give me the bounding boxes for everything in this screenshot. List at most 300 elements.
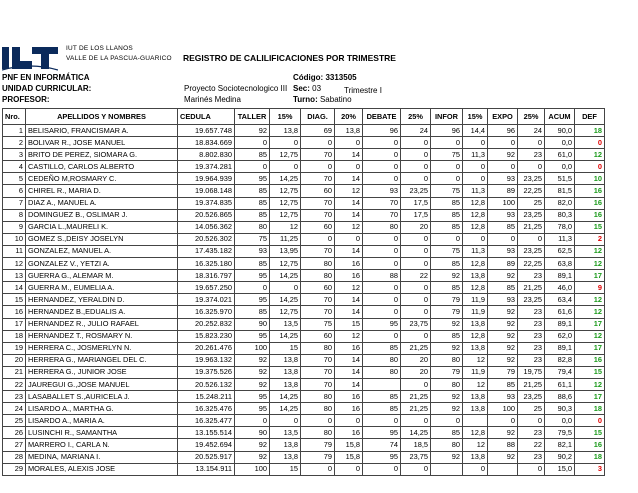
table-cell: 15,8 — [335, 451, 363, 463]
final-grade-cell: 16 — [575, 185, 605, 197]
table-row — [3, 245, 605, 257]
table-cell: 85 — [363, 391, 401, 403]
table-cell: 70 — [301, 149, 335, 161]
table-cell: 0 — [401, 463, 431, 475]
table-cell: 0 — [431, 415, 463, 427]
table-cell: 0 — [463, 161, 488, 173]
table-cell: 0 — [463, 463, 488, 475]
table-cell: 79 — [301, 451, 335, 463]
table-cell: 14 — [335, 366, 363, 378]
table-cell: 15 — [3, 294, 26, 306]
table-cell: 19.374.021 — [178, 294, 235, 306]
table-row — [3, 137, 605, 149]
table-cell: 0 — [301, 161, 335, 173]
table-cell: 70 — [363, 197, 401, 209]
table-cell: 0 — [270, 137, 301, 149]
table-cell: 0 — [363, 137, 401, 149]
final-grade-cell: 18 — [575, 451, 605, 463]
table-cell: 13,8 — [270, 366, 301, 378]
table-cell: 92 — [235, 451, 270, 463]
table-cell: 0,0 — [545, 161, 575, 173]
table-cell: 63,8 — [545, 258, 575, 270]
table-cell: 23,25 — [518, 173, 545, 185]
table-cell: 0 — [518, 415, 545, 427]
table-cell: 14 — [335, 294, 363, 306]
table-cell: 23 — [518, 270, 545, 282]
final-grade-cell: 15 — [575, 221, 605, 233]
table-cell: 85 — [488, 282, 518, 294]
table-cell: 95 — [235, 173, 270, 185]
institution-location: VALLE DE LA PASCUA-GUARICO — [66, 55, 172, 62]
table-cell: 15 — [335, 318, 363, 330]
table-cell: 13.155.514 — [178, 427, 235, 439]
table-cell: 18,5 — [401, 439, 431, 451]
code-line — [293, 73, 357, 83]
table-cell: HERRERA C., JOSMERLYN N. — [26, 342, 178, 354]
final-grade-cell: 16 — [575, 354, 605, 366]
table-cell: 13,8 — [270, 451, 301, 463]
table-header-row — [3, 109, 605, 125]
table-cell: 13,8 — [463, 391, 488, 403]
table-cell: 22,25 — [518, 185, 545, 197]
table-cell: 12 — [463, 378, 488, 390]
table-cell: 79 — [431, 294, 463, 306]
column-header: 25% — [401, 109, 431, 125]
table-cell: 19.375.526 — [178, 366, 235, 378]
table-cell: 13,8 — [270, 354, 301, 366]
final-grade-cell: 17 — [575, 342, 605, 354]
table-cell: 24 — [401, 125, 431, 137]
table-cell: 12 — [335, 282, 363, 294]
table-cell: 85 — [235, 306, 270, 318]
table-cell: 0 — [401, 245, 431, 257]
table-cell: 16.325.180 — [178, 258, 235, 270]
table-row — [3, 233, 605, 245]
table-cell: 0 — [301, 463, 335, 475]
table-cell: 95 — [235, 391, 270, 403]
table-cell: 17.435.182 — [178, 245, 235, 257]
table-cell: 20 — [401, 221, 431, 233]
table-cell: 78,0 — [545, 221, 575, 233]
table-row — [3, 342, 605, 354]
table-cell: 92 — [431, 391, 463, 403]
table-cell: 70 — [301, 209, 335, 221]
table-row — [3, 161, 605, 173]
table-cell: 17,5 — [401, 209, 431, 221]
table-cell: 12,75 — [270, 185, 301, 197]
section-line — [293, 84, 321, 94]
table-cell: 0 — [401, 282, 431, 294]
table-cell: 14,25 — [270, 173, 301, 185]
table-cell: 8.802.830 — [178, 149, 235, 161]
table-row — [3, 415, 605, 427]
table-cell: 80 — [431, 354, 463, 366]
table-cell: 21,25 — [518, 221, 545, 233]
table-cell: 70 — [301, 245, 335, 257]
table-cell: GUERRA G., ALEMAR M. — [26, 270, 178, 282]
table-cell: 11 — [3, 245, 26, 257]
final-grade-cell: 16 — [575, 439, 605, 451]
table-cell: 90,3 — [545, 403, 575, 415]
table-cell: 88 — [363, 270, 401, 282]
table-cell: 70 — [301, 306, 335, 318]
table-cell: HERNANDEZ, YERALDIN D. — [26, 294, 178, 306]
table-cell: 14 — [335, 245, 363, 257]
table-cell: 85 — [235, 197, 270, 209]
table-row — [3, 378, 605, 390]
table-row — [3, 330, 605, 342]
table-cell: 69 — [301, 125, 335, 137]
report-title: REGISTRO DE CALILIFICACIONES POR TRIMESTRE — [183, 53, 396, 63]
table-cell: 12,8 — [463, 221, 488, 233]
table-cell: 12,75 — [270, 197, 301, 209]
table-cell: 23,75 — [401, 318, 431, 330]
table-cell: 85 — [431, 427, 463, 439]
table-cell: BOLIVAR R., JOSE MANUEL — [26, 137, 178, 149]
table-cell: 0 — [270, 282, 301, 294]
table-cell: 0 — [363, 258, 401, 270]
final-grade-cell: 18 — [575, 403, 605, 415]
table-cell: 22 — [3, 378, 26, 390]
table-cell — [363, 378, 401, 390]
table-cell: 13,8 — [463, 318, 488, 330]
table-row — [3, 258, 605, 270]
table-cell: 92 — [488, 342, 518, 354]
table-row — [3, 354, 605, 366]
table-cell: 11,25 — [270, 233, 301, 245]
table-cell: 92 — [431, 318, 463, 330]
table-cell: 11,3 — [463, 185, 488, 197]
table-cell: 90 — [235, 318, 270, 330]
table-cell: MARRERO I., CARLA N. — [26, 439, 178, 451]
program-label: PNF EN INFORMÁTICA — [2, 73, 90, 82]
table-cell: 4 — [3, 161, 26, 173]
table-cell: 16 — [3, 306, 26, 318]
table-cell: 16.325.476 — [178, 403, 235, 415]
table-cell: 60 — [301, 330, 335, 342]
shift-line — [293, 95, 352, 105]
table-cell: 0 — [363, 282, 401, 294]
table-cell: GONZALEZ V., YETZI A. — [26, 258, 178, 270]
table-cell: 95 — [235, 403, 270, 415]
table-cell: 75 — [431, 245, 463, 257]
table-cell: 80 — [431, 378, 463, 390]
table-cell: 22,25 — [518, 258, 545, 270]
table-cell: 0 — [363, 161, 401, 173]
table-cell: 63,4 — [545, 294, 575, 306]
table-cell: 12 — [3, 258, 26, 270]
table-cell: 0 — [431, 161, 463, 173]
final-grade-cell: 0 — [575, 137, 605, 149]
table-cell: 15 — [270, 342, 301, 354]
teacher-label: PROFESOR: — [2, 95, 50, 104]
table-cell: 14 — [335, 197, 363, 209]
final-grade-cell: 2 — [575, 233, 605, 245]
table-cell: 92 — [488, 149, 518, 161]
table-cell: 92 — [235, 354, 270, 366]
table-cell: 93 — [363, 185, 401, 197]
table-cell: 13,8 — [270, 125, 301, 137]
table-cell: 0 — [463, 233, 488, 245]
table-cell: 23 — [518, 149, 545, 161]
table-cell: 14,4 — [463, 125, 488, 137]
final-grade-cell: 17 — [575, 318, 605, 330]
table-cell: 21,25 — [401, 342, 431, 354]
final-grade-cell: 17 — [575, 270, 605, 282]
table-cell: LASABALLET S.,AURICELA J. — [26, 391, 178, 403]
table-cell: 70 — [301, 366, 335, 378]
table-cell: 70 — [301, 378, 335, 390]
table-cell: 92 — [431, 342, 463, 354]
iut-logo-icon — [2, 44, 58, 72]
table-cell: 19.374.281 — [178, 161, 235, 173]
table-cell: 13,5 — [270, 318, 301, 330]
column-header: TALLER — [235, 109, 270, 125]
table-cell: 23,25 — [401, 185, 431, 197]
table-cell: 0 — [401, 415, 431, 427]
table-cell: 23 — [518, 342, 545, 354]
column-header: DEBATE — [363, 109, 401, 125]
table-cell: 70 — [301, 173, 335, 185]
table-cell: 12,75 — [270, 149, 301, 161]
final-grade-cell: 0 — [575, 415, 605, 427]
table-cell: 13,8 — [335, 125, 363, 137]
column-header: ACUM — [545, 109, 575, 125]
table-cell: 23,25 — [518, 209, 545, 221]
table-cell: 85 — [431, 330, 463, 342]
table-cell: 70 — [301, 197, 335, 209]
table-cell: HERRERA G., JUNIOR JOSE — [26, 366, 178, 378]
institution-name: IUT DE LOS LLANOS — [66, 45, 133, 52]
table-cell: 23 — [3, 391, 26, 403]
table-cell: 14,25 — [270, 391, 301, 403]
table-cell: 15,0 — [545, 463, 575, 475]
table-cell: 20.526.865 — [178, 209, 235, 221]
table-cell: 79 — [488, 366, 518, 378]
table-cell: GOMEZ S.,DEISY JOSELYN — [26, 233, 178, 245]
table-cell: 19 — [3, 342, 26, 354]
table-cell: 0 — [335, 463, 363, 475]
table-cell: 74 — [363, 439, 401, 451]
table-cell: 13,8 — [463, 342, 488, 354]
table-cell: 0 — [401, 233, 431, 245]
table-cell: 21,25 — [518, 378, 545, 390]
table-cell: 85 — [235, 258, 270, 270]
table-cell: HERNANDEZ R., JULIO RAFAEL — [26, 318, 178, 330]
table-cell: 14 — [335, 173, 363, 185]
unit-label: UNIDAD CURRICULAR: — [2, 84, 92, 93]
final-grade-cell: 12 — [575, 294, 605, 306]
table-cell: 80 — [235, 221, 270, 233]
table-cell: 96 — [431, 125, 463, 137]
final-grade-cell: 12 — [575, 245, 605, 257]
table-cell: 13,8 — [270, 378, 301, 390]
table-cell: 14 — [335, 149, 363, 161]
table-cell: MORALES, ALEXIS JOSE — [26, 463, 178, 475]
table-cell: 80 — [301, 403, 335, 415]
table-cell: 85 — [488, 378, 518, 390]
table-cell: 19.657.748 — [178, 125, 235, 137]
table-cell: 12,75 — [270, 306, 301, 318]
table-cell: 0 — [270, 161, 301, 173]
table-cell: 75 — [431, 185, 463, 197]
table-cell: 0 — [431, 137, 463, 149]
table-cell: 0 — [335, 415, 363, 427]
table-cell: 0 — [401, 161, 431, 173]
table-cell: 11,3 — [463, 149, 488, 161]
table-cell: 14 — [3, 282, 26, 294]
table-row — [3, 173, 605, 185]
table-cell: 18 — [3, 330, 26, 342]
table-cell: 13 — [3, 270, 26, 282]
table-cell: LUSINCHI R., SAMANTHA — [26, 427, 178, 439]
table-cell: 13.154.911 — [178, 463, 235, 475]
table-row — [3, 125, 605, 137]
table-cell: 75 — [301, 318, 335, 330]
table-cell: 92 — [235, 439, 270, 451]
table-cell: BRITO DE PEREZ, SIOMARA G. — [26, 149, 178, 161]
table-cell: 89,1 — [545, 270, 575, 282]
table-cell: 17 — [3, 318, 26, 330]
table-cell: 93 — [488, 294, 518, 306]
table-cell: 80 — [301, 270, 335, 282]
table-cell: 27 — [3, 439, 26, 451]
table-cell: 85 — [235, 185, 270, 197]
table-cell: CASTILLO, CARLOS ALBERTO — [26, 161, 178, 173]
term-value: Trimestre I — [344, 86, 382, 95]
table-cell: 0 — [235, 415, 270, 427]
table-cell: 92 — [235, 125, 270, 137]
table-cell: 15.823.230 — [178, 330, 235, 342]
table-cell: 12 — [463, 354, 488, 366]
table-cell: 100 — [235, 463, 270, 475]
table-cell: 15.248.211 — [178, 391, 235, 403]
table-cell: 88 — [488, 439, 518, 451]
table-cell: 46,0 — [545, 282, 575, 294]
table-cell: 92 — [488, 318, 518, 330]
table-cell: 5 — [3, 173, 26, 185]
table-cell: 28 — [3, 451, 26, 463]
table-cell: 23 — [518, 306, 545, 318]
final-grade-cell: 12 — [575, 378, 605, 390]
table-cell: 15 — [270, 463, 301, 475]
table-cell — [431, 463, 463, 475]
table-cell: 19.374.835 — [178, 197, 235, 209]
section-label: Sec: — [293, 84, 310, 93]
table-cell: 92 — [488, 270, 518, 282]
table-cell: 0 — [235, 282, 270, 294]
table-cell: DIAZ A., MANUEL A. — [26, 197, 178, 209]
table-cell: 79 — [431, 306, 463, 318]
table-cell: GONZALEZ, MANUEL A. — [26, 245, 178, 257]
column-header: EXPO — [488, 109, 518, 125]
table-row — [3, 306, 605, 318]
table-cell: 10 — [3, 233, 26, 245]
table-cell: 0 — [518, 463, 545, 475]
table-cell: 11,9 — [463, 306, 488, 318]
section-value: 03 — [312, 84, 322, 93]
table-cell: MEDINA, MARIANA I. — [26, 451, 178, 463]
table-cell: 100 — [488, 403, 518, 415]
table-cell: 0 — [363, 294, 401, 306]
table-cell: 14 — [335, 209, 363, 221]
table-cell: 19.963.132 — [178, 354, 235, 366]
table-cell: 0 — [401, 378, 431, 390]
table-cell: 95 — [363, 451, 401, 463]
unit-value: Proyecto Sociotecnologico III — [184, 84, 288, 93]
table-cell: 16.325.970 — [178, 306, 235, 318]
table-cell: 85 — [363, 403, 401, 415]
table-cell: 18.316.797 — [178, 270, 235, 282]
table-cell: 0 — [488, 161, 518, 173]
table-cell: 15,8 — [335, 439, 363, 451]
table-cell: 20 — [401, 366, 431, 378]
table-row — [3, 209, 605, 221]
table-cell: 12,75 — [270, 258, 301, 270]
table-cell: 85 — [431, 221, 463, 233]
table-cell: 12,8 — [463, 282, 488, 294]
shift-label: Turno: — [293, 95, 318, 104]
table-cell: LISARDO A., MARIA A. — [26, 415, 178, 427]
table-cell: 93 — [488, 391, 518, 403]
table-cell: 85 — [363, 342, 401, 354]
table-cell: 12,8 — [463, 427, 488, 439]
table-row — [3, 282, 605, 294]
table-cell: 100 — [488, 197, 518, 209]
table-cell: 13,8 — [463, 270, 488, 282]
teacher-value: Marinés Medina — [184, 95, 241, 104]
table-cell: 0 — [401, 294, 431, 306]
table-cell: 85 — [235, 149, 270, 161]
table-cell: JAUREGUI G.,JOSE MANUEL — [26, 378, 178, 390]
table-cell: 85 — [488, 221, 518, 233]
table-cell: 93 — [488, 173, 518, 185]
table-cell: 25 — [518, 197, 545, 209]
table-cell: 0 — [463, 137, 488, 149]
table-cell: 92 — [235, 378, 270, 390]
table-cell: 0 — [270, 415, 301, 427]
table-cell: 24 — [3, 403, 26, 415]
table-cell: 12,8 — [463, 209, 488, 221]
table-cell: 9 — [3, 221, 26, 233]
table-cell: 90 — [235, 427, 270, 439]
table-cell: 0 — [363, 245, 401, 257]
table-cell: 12 — [463, 439, 488, 451]
table-row — [3, 294, 605, 306]
table-cell: 13,95 — [270, 245, 301, 257]
table-cell: 92 — [431, 403, 463, 415]
column-header: DEF — [575, 109, 605, 125]
table-cell: 19.657.250 — [178, 282, 235, 294]
institution-info — [66, 44, 172, 64]
table-cell: 12,75 — [270, 209, 301, 221]
table-cell: 21 — [3, 366, 26, 378]
table-cell: 92 — [235, 366, 270, 378]
column-header: 15% — [270, 109, 301, 125]
table-cell: 79 — [301, 439, 335, 451]
table-cell: 80 — [363, 221, 401, 233]
table-cell: 95 — [235, 294, 270, 306]
table-cell: 23 — [518, 330, 545, 342]
grades-table — [2, 108, 605, 476]
table-cell: 0 — [431, 233, 463, 245]
table-cell: 3 — [3, 149, 26, 161]
table-cell: 14,25 — [270, 403, 301, 415]
table-cell: 25 — [518, 403, 545, 415]
table-cell: 51,5 — [545, 173, 575, 185]
table-cell: 0 — [463, 173, 488, 185]
table-cell: 0 — [488, 233, 518, 245]
